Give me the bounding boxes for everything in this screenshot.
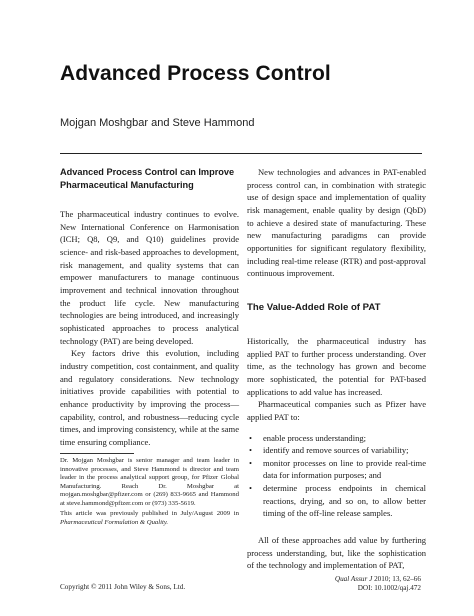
left-paragraph-1: The pharmaceutical industry continues to evolve. New International Conference on Harmonisation (ICH; Q8, Q9, and Q10) guidelines provide science- and risk-based approaches to development, risk management, and quality systems that can empower manufacturers to manage continuous improvement and technical innovation throughout the product life cycle. New manufacturing technologies are being introduced, and increasingly sophisticated approaches to process analytical technology (PAT) are being developed. bbox=[60, 209, 239, 346]
right-paragraph-3: Pharmaceutical companies such as Pfizer have applied PAT to: bbox=[247, 399, 426, 422]
header-rule bbox=[60, 153, 422, 154]
journal-volume: 2010; 13, 62–66 bbox=[372, 575, 421, 583]
right-column bbox=[247, 166, 426, 572]
author-footnote: Dr. Mojgan Moshgbar is senior manager and team leader in innovative processes, and Steve Hammond is director and team leader in the process analytical support group, for Pfizer Global Manufacturing. Reach Dr. Moshgbar at mojgan.moshgbar@pfizer.com or (269) 833-9665 and Hammond at steve.hammond@pfizer.com or (973) 335-5619. bbox=[60, 457, 239, 507]
section-heading-pat: The Value-Added Role of PAT bbox=[247, 301, 381, 313]
footnote-rule bbox=[60, 453, 134, 454]
article-title: Advanced Process Control bbox=[60, 62, 331, 85]
right-paragraph-1: New technologies and advances in PAT-enabled process control can, in combination with strategic use of design space and implementation of quality risk management, enable quality by design (QbD) to achieve a desired state of manufacturing. These new manufacturing paradigms can provide opportunities for significant regulatory flexibility, including real-time release (RTR) and post-approval continuous improvement. bbox=[247, 167, 426, 279]
journal-citation bbox=[335, 575, 421, 584]
copyright-notice: Copyright © 2011 John Wiley & Sons, Ltd. bbox=[60, 583, 186, 591]
publication-footnote bbox=[60, 510, 239, 527]
right-paragraph-2: Historically, the pharmaceutical industry has applied PAT to further process understanding. Over time, as the technology has grown and become more sophisticated, the potential for PAT-based applications to add value has increased. bbox=[247, 335, 426, 397]
journal-footer bbox=[335, 575, 421, 593]
list-item: • monitor processes on line to provide real-time data for information purposes; and bbox=[247, 457, 426, 482]
list-item: • identify and remove sources of variability; bbox=[247, 444, 426, 457]
section-heading-apc: Advanced Process Control can Improve Pharmaceutical Manufacturing bbox=[60, 167, 235, 190]
article-authors: Mojgan Moshgbar and Steve Hammond bbox=[60, 117, 255, 129]
left-column bbox=[60, 166, 239, 448]
journal-name: Qual Assur J bbox=[334, 575, 373, 583]
right-paragraph-4: All of these approaches add value by furthering process understanding, but, like the sophistication of the technology and implementation of PAT, bbox=[247, 535, 426, 571]
publication-footnote-journal: Pharmaceutical Formulation & Quality. bbox=[60, 518, 169, 526]
doi: DOI: 10.1002/qaj.472 bbox=[357, 584, 421, 592]
list-item: • enable process understanding; bbox=[247, 432, 426, 445]
pat-applications-list bbox=[247, 432, 426, 521]
publication-footnote-lead: This article was previously published in July/August 2009 in bbox=[60, 510, 239, 517]
list-item: • determine process endpoints in chemical reactions, drying, and so on, to allow better timing of the off-line release samples. bbox=[247, 482, 426, 520]
left-paragraph-2: Key factors drive this evolution, including industry competition, cost containment, and quality and regulatory considerations. New technology initiatives provide capabilities with potential to enhance productivity by improving the process—capability, control, and robustness—reducing cycle times, and improving consistency, while at the same time ensuring compliance. bbox=[60, 348, 239, 447]
